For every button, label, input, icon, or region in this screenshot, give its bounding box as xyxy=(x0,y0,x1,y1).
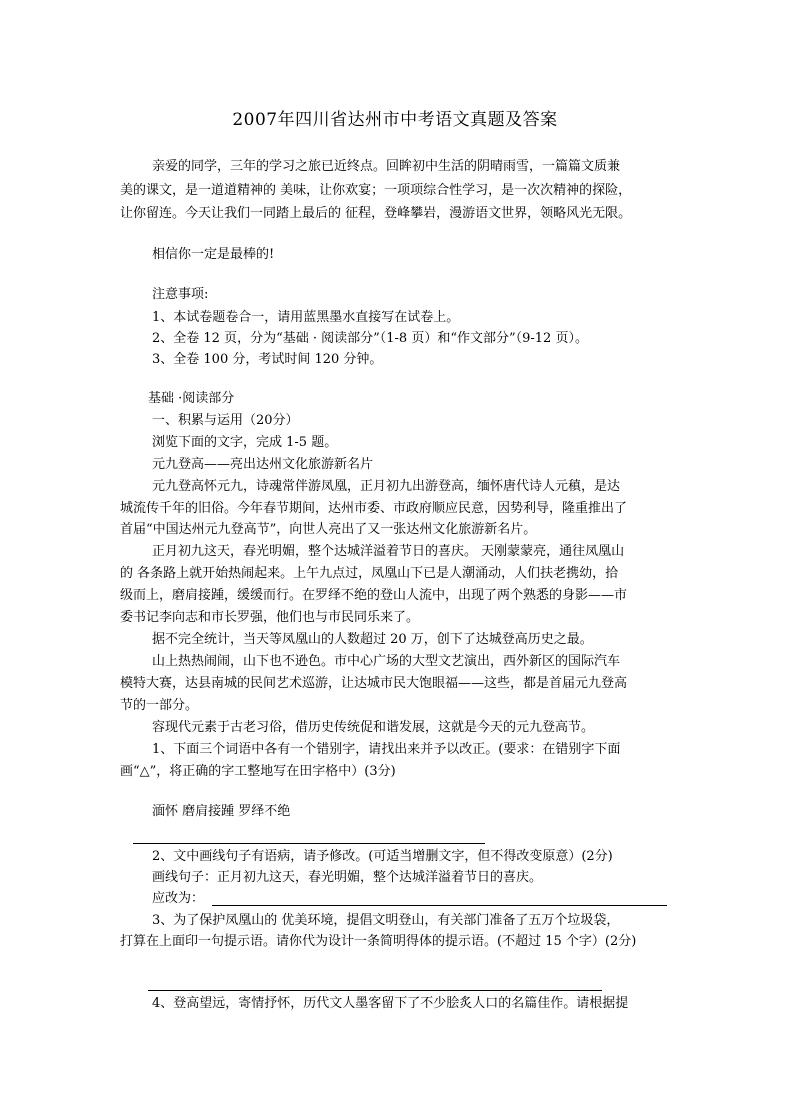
article-line: 据不完全统计，当天等凤凰山的人数超过 20 万，创下了达城登高历史之最。 xyxy=(152,632,593,647)
question-1-text: 画“△”，将正确的字工整地写在田字格中）(3分) xyxy=(120,764,396,779)
notes-item: 1、本试卷题卷合一，请用蓝黑墨水直接写在试卷上。 xyxy=(152,310,460,325)
question-2-answer-label: 应改为： xyxy=(152,891,205,906)
article-line: 山上热热闹闹，山下也不逊色。市中心广场的大型文艺演出，西外新区的国际汽车 xyxy=(152,654,621,669)
article-line: 委书记李向志和市长罗强，他们也与市民同乐来了。 xyxy=(120,610,420,625)
answer-line[interactable] xyxy=(133,843,485,844)
notes-heading: 注意事项: xyxy=(152,287,209,302)
intro-line: 亲爱的同学，三年的学习之旅已近终点。回眸初中生活的阴晴雨雪，一篇篇文质兼 xyxy=(152,159,621,174)
article-line: 元九登高怀元九，诗魂常伴游凤凰，正月初九出游登高，缅怀唐代诗人元稹，是达 xyxy=(152,479,621,494)
cheer-text: 相信你一定是最棒的! xyxy=(152,247,275,262)
article-title: 元九登高——亮出达州文化旅游新名片 xyxy=(152,457,374,472)
article-line: 容现代元素于古老习俗，借历史传统促和谐发展，这就是今天的元九登高节。 xyxy=(152,720,595,735)
notes-item: 3、全卷 100 分，考试时间 120 分钟。 xyxy=(152,352,383,367)
notes-item: 2、全卷 12 页，分为“基础 · 阅读部分”（1-8 页）和“作文部分”（9-12 页）。 xyxy=(152,331,588,346)
question-3-text: 打算在上面印一句提示语。请你代为设计一条简明得体的提示语。(不超过 15 个字）(2分) xyxy=(120,934,637,949)
article-line: 城流传千年的旧俗。今年春节期间，达州市委、市政府顺应民意，因势利导，隆重推出了 xyxy=(120,501,628,516)
section-heading: 基础 ·阅读部分 xyxy=(148,391,235,406)
answer-line[interactable] xyxy=(212,905,667,906)
question-1-words: 湎怀 磨肩接踵 罗绎不绝 xyxy=(152,804,291,819)
question-1-text: 1、下面三个词语中各有一个错别字，请找出来并予以改正。(要求：在错别字下面 xyxy=(152,742,621,757)
article-line: 的 各条路上就开始热闹起来。上午九点过，凤凰山下已是人潮涌动，人们扶老携幼，拾 xyxy=(120,566,619,581)
question-4-text: 4、登高望远，寄情抒怀，历代文人墨客留下了不少脍炙人口的名篇佳作。请根据提 xyxy=(152,996,629,1011)
intro-line: 美的课文，是一道道精神的 美味，让你欢宴；一项项综合性学习，是一次次精神的探险， xyxy=(120,183,632,198)
question-2-text: 2、文中画线句子有语病，请予修改。(可适当增删文字，但不得改变原意）(2分) xyxy=(152,849,613,864)
article-line: 首届“中国达州元九登高节”，向世人亮出了又一张达州文化旅游新名片。 xyxy=(120,522,537,537)
instruction-text: 浏览下面的文字，完成 1-5 题。 xyxy=(152,435,338,450)
document-title: 2007年四川省达州市中考语文真题及答案 xyxy=(232,110,558,130)
article-line: 节的一部分。 xyxy=(120,698,199,713)
article-line: 级而上，磨肩接踵，缓缓而行。在罗绎不绝的登山人流中，出现了两个熟悉的身影——市 xyxy=(120,588,628,603)
answer-line[interactable] xyxy=(148,990,602,991)
question-2-sentence: 画线句子：正月初九这天，春光明媚，整个达城洋溢着节日的喜庆。 xyxy=(152,870,543,885)
article-line: 模特大赛，达县南城的民间艺术巡游，让达城市民大饱眼福——这些，都是首届元九登高 xyxy=(120,676,628,691)
part-heading: 一、积累与运用（20分） xyxy=(152,413,299,428)
article-line: 正月初九这天，春光明媚，整个达城洋溢着节日的喜庆。 天刚蒙蒙亮，通往凤凰山 xyxy=(152,544,625,559)
question-3-text: 3、为了保护凤凰山的 优美环境，提倡文明登山，有关部门准备了五万个垃圾袋， xyxy=(152,913,620,928)
intro-line: 让你留连。今天让我们一同踏上最后的 征程，登峰攀岩，漫游语文世界，领略风光无限。 xyxy=(120,206,632,221)
